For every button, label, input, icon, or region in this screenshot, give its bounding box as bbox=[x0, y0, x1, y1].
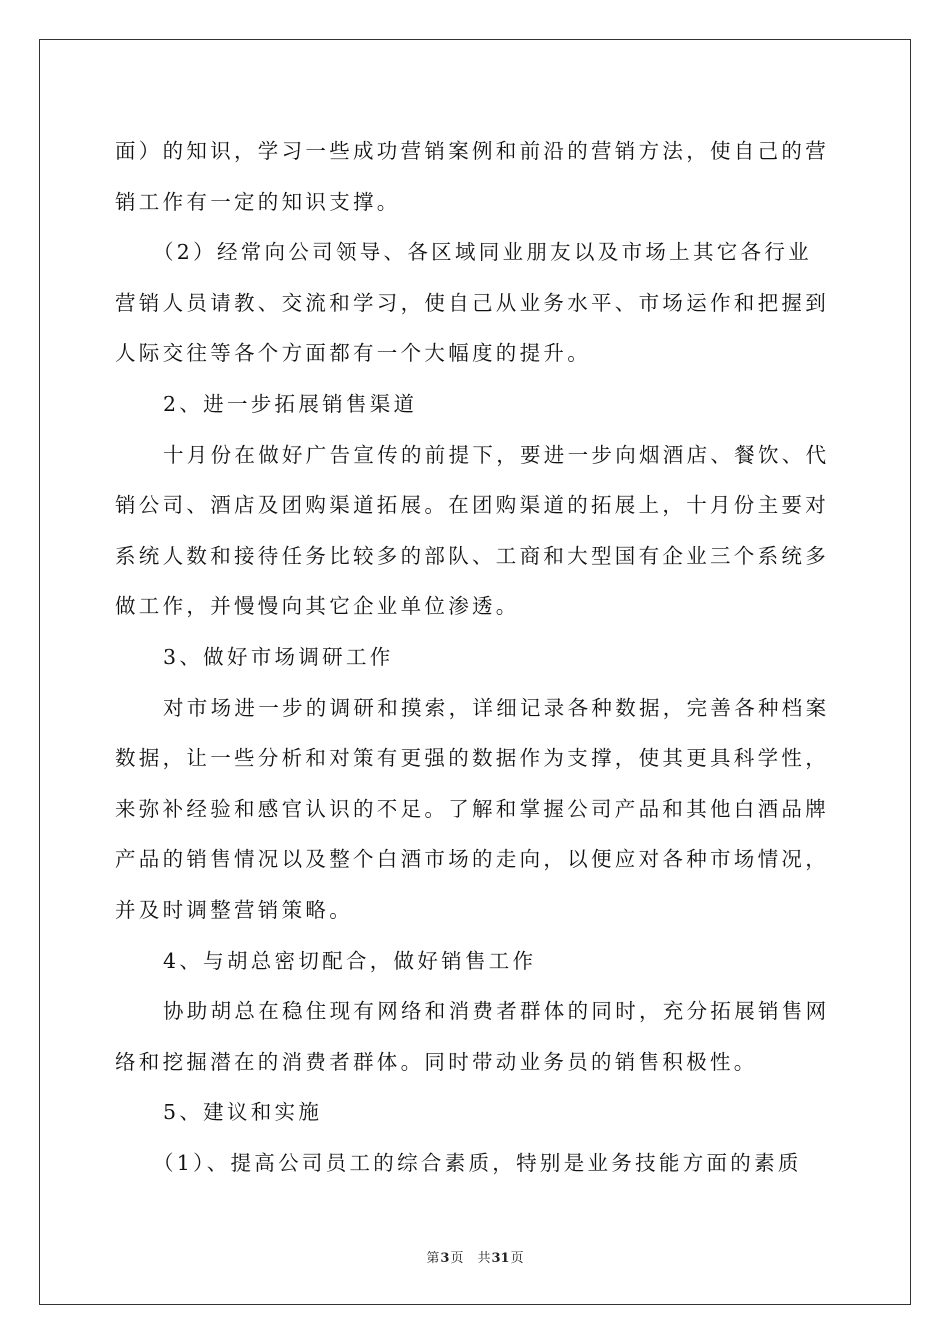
body-line: （2）经常向公司领导、各区域同业朋友以及市场上其它各行业 bbox=[153, 240, 812, 265]
page-footer bbox=[0, 1247, 950, 1266]
body-line: 销公司、酒店及团购渠道拓展。在团购渠道的拓展上，十月份主要对 bbox=[115, 493, 829, 518]
body-line: 系统人数和接待任务比较多的部队、工商和大型国有企业三个系统多 bbox=[115, 543, 829, 568]
body-line: 对市场进一步的调研和摸索，详细记录各种数据，完善各种档案 bbox=[163, 695, 830, 720]
body-line: 销工作有一定的知识支撑。 bbox=[115, 189, 401, 214]
body-line: 营销人员请教、交流和学习，使自己从业务水平、市场运作和把握到 bbox=[115, 290, 829, 315]
body-line: 来弥补经验和感官认识的不足。了解和掌握公司产品和其他白酒品牌 bbox=[115, 796, 829, 821]
body-line: （1）、提高公司员工的综合素质，特别是业务技能方面的素质 bbox=[153, 1150, 802, 1175]
body-line: 面）的知识，学习一些成功营销案例和前沿的营销方法，使自己的营 bbox=[115, 139, 829, 163]
current-page-number: 3 bbox=[440, 1251, 450, 1266]
body-line: 十月份在做好广告宣传的前提下，要进一步向烟酒店、餐饮、代 bbox=[163, 442, 830, 467]
section-heading: 2、进一步拓展销售渠道 bbox=[163, 391, 418, 416]
footer-total-suffix: 页 bbox=[510, 1251, 524, 1266]
footer-prefix: 第 bbox=[426, 1251, 440, 1266]
section-heading: 3、做好市场调研工作 bbox=[163, 644, 394, 669]
body-line: 协助胡总在稳住现有网络和消费者群体的同时，充分拓展销售网 bbox=[163, 999, 830, 1024]
section-heading: 5、建议和实施 bbox=[163, 1100, 323, 1125]
total-page-count: 31 bbox=[491, 1251, 510, 1266]
body-line: 产品的销售情况以及整个白酒市场的走向，以便应对各种市场情况， bbox=[115, 847, 829, 872]
document-body bbox=[115, 126, 835, 1188]
body-line: 络和挖掘潜在的消费者群体。同时带动业务员的销售积极性。 bbox=[115, 1049, 758, 1074]
footer-page-suffix: 页 bbox=[450, 1251, 464, 1266]
footer-total-prefix: 共 bbox=[477, 1251, 491, 1266]
body-line: 做工作，并慢慢向其它企业单位渗透。 bbox=[115, 594, 520, 619]
body-line: 数据，让一些分析和对策有更强的数据作为支撑，使其更具科学性， bbox=[115, 746, 829, 771]
body-line: 人际交往等各个方面都有一个大幅度的提升。 bbox=[115, 341, 591, 366]
section-heading: 4、与胡总密切配合，做好销售工作 bbox=[163, 948, 537, 973]
body-line: 并及时调整营销策略。 bbox=[115, 897, 353, 922]
